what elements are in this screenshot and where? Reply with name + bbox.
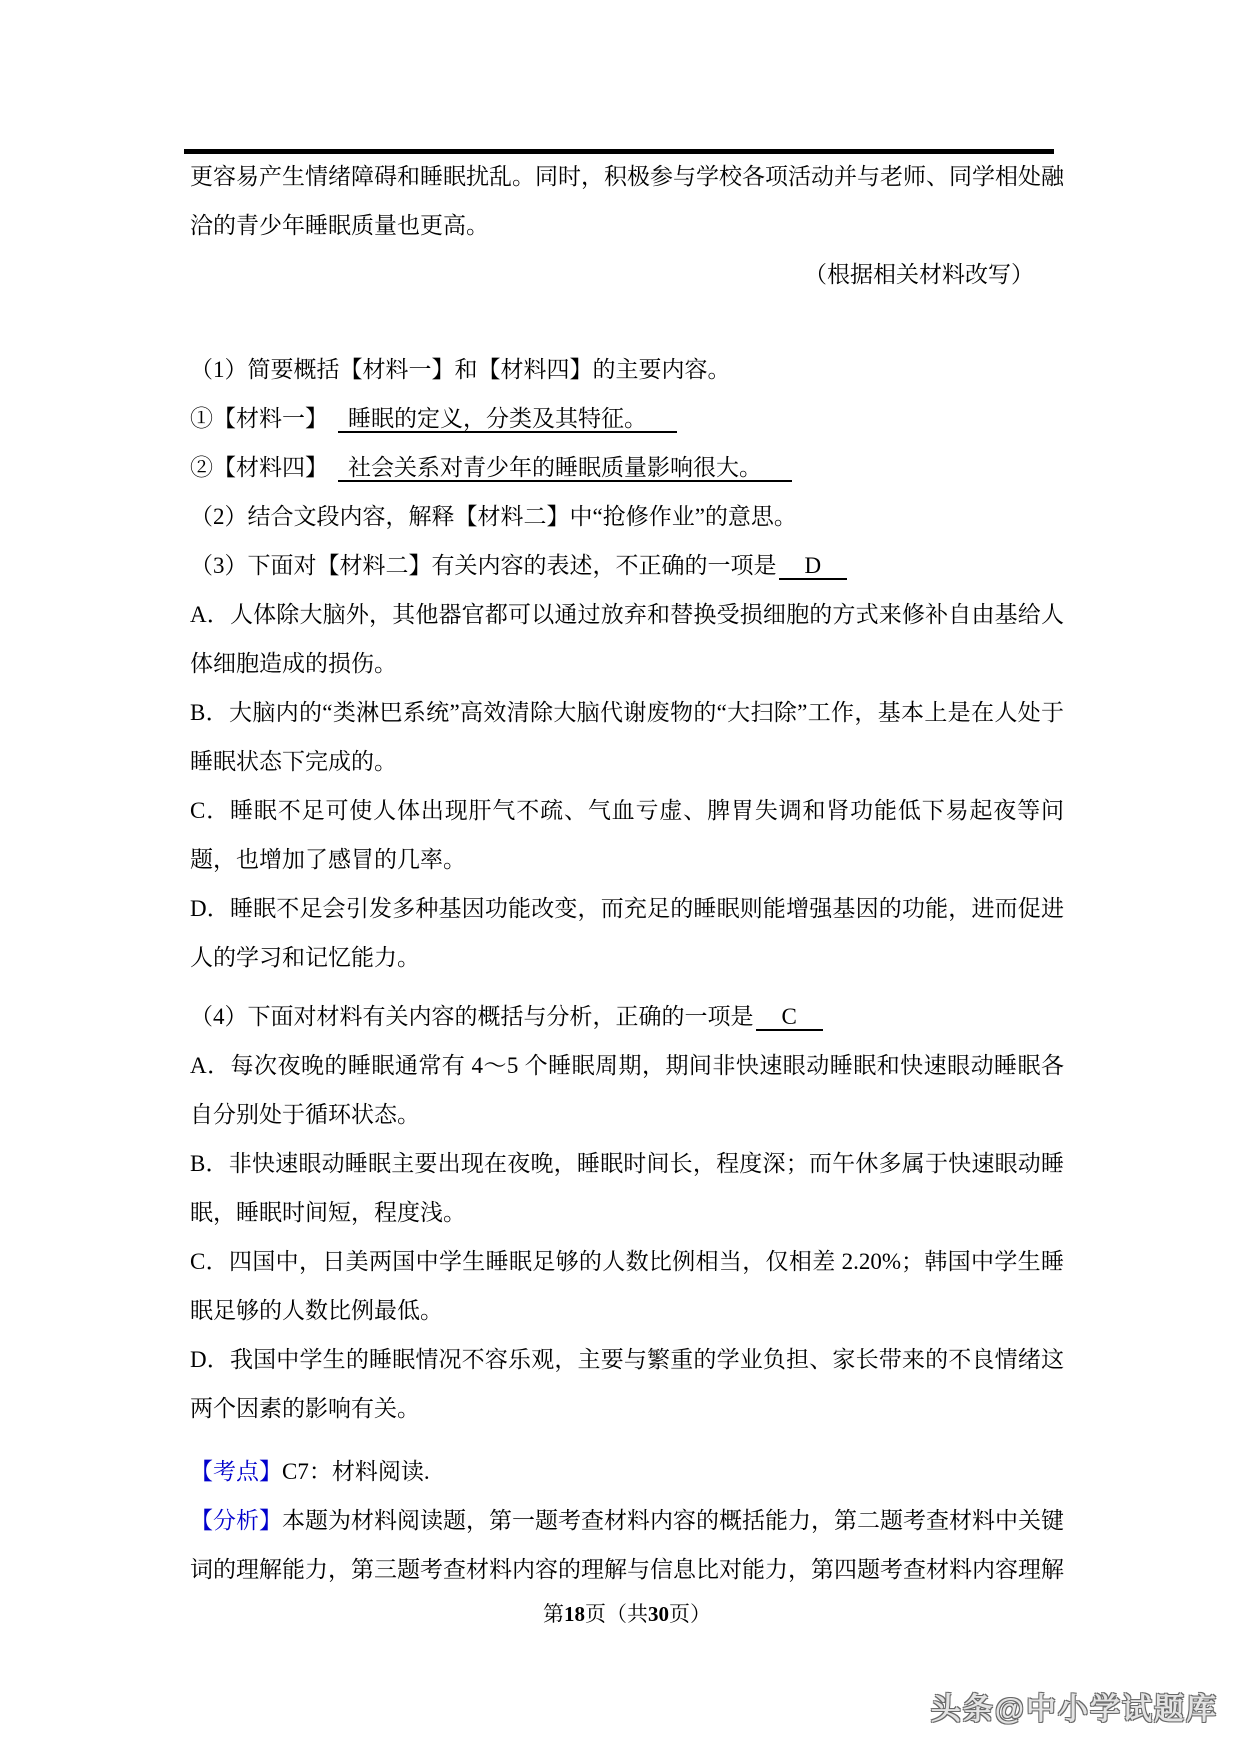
fenxi-text: 本题为材料阅读题，第一题考查材料内容的概括能力，第二题考查材料中关键词的理解能力，第三题考查材料内容的理解与信息比对能力，第四题考查材料内容理解 (190, 1508, 1064, 1582)
page-content (190, 152, 1064, 1594)
question-1-sub-1 (190, 394, 1064, 443)
passage-tail: 更容易产生情绪障碍和睡眠扰乱。同时，积极参与学校各项活动并与老师、同学相处融洽的青少年睡眠质量也更高。 (190, 164, 1064, 238)
question-4-answer: C (756, 1004, 823, 1031)
question-4-option-a: A．每次夜晚的睡眠通常有 4～5 个睡眠周期，期间非快速眼动睡眠和快速眼动睡眠各自分别处于循环状态。 (190, 1053, 1064, 1127)
question-3-answer: D (779, 553, 848, 580)
question-4-option-c: C．四国中，日美两国中学生睡眠足够的人数比例相当，仅相差 2.20%；韩国中学生睡眠足够的人数比例最低。 (190, 1249, 1064, 1323)
footer-prefix: 第 (543, 1602, 564, 1626)
question-3-stem (190, 541, 1064, 590)
page-footer (190, 1600, 1064, 1628)
footer-middle: 页（共 (585, 1602, 648, 1626)
question-1-sub-1-label: ①【材料一】 (190, 406, 328, 431)
fenxi-label: 【分析】 (190, 1508, 282, 1533)
question-3-option-b: B．大脑内的“类淋巴系统”高效清除大脑代谢废物的“大扫除”工作，基本上是在人处于睡眠状态下完成的。 (190, 700, 1064, 774)
question-1-sub-2-answer: 社会关系对青少年的睡眠质量影响很大。 (338, 455, 792, 482)
question-3-stem-text: （3）下面对【材料二】有关内容的表述，不正确的一项是 (190, 553, 777, 578)
footer-suffix: 页） (669, 1602, 711, 1626)
watermark: 头条@中小学试题库 (930, 1693, 1218, 1726)
note-kaodian (190, 1447, 1064, 1496)
question-4-stem-text: （4）下面对材料有关内容的概括与分析，正确的一项是 (190, 1004, 754, 1029)
kaodian-text: C7：材料阅读. (282, 1459, 430, 1484)
question-3-option-d: D．睡眠不足会引发多种基因功能改变，而充足的睡眠则能增强基因的功能，进而促进人的学习和记忆能力。 (190, 896, 1064, 970)
question-3-option-a: A．人体除大脑外，其他器官都可以通过放弃和替换受损细胞的方式来修补自由基给人体细胞造成的损伤。 (190, 602, 1064, 676)
question-4-option-d: D．我国中学生的睡眠情况不容乐观，主要与繁重的学业负担、家长带来的不良情绪这两个因素的影响有关。 (190, 1347, 1064, 1421)
note-fenxi (190, 1496, 1064, 1594)
question-1-sub-1-answer: 睡眠的定义，分类及其特征。 (338, 406, 677, 433)
question-4-option-b: B．非快速眼动睡眠主要出现在夜晚，睡眠时间长，程度深；而午休多属于快速眼动睡眠，睡眠时间短，程度浅。 (190, 1151, 1064, 1225)
question-1-sub-2-label: ②【材料四】 (190, 455, 328, 480)
question-3-option-c: C．睡眠不足可使人体出现肝气不疏、气血亏虚、脾胃失调和肾功能低下易起夜等问题，也增加了感冒的几率。 (190, 798, 1064, 872)
page-number: 18 (564, 1602, 585, 1626)
total-pages: 30 (648, 1602, 669, 1626)
passage-attribution: （根据相关材料改写） (804, 262, 1034, 287)
question-2-stem: （2）结合文段内容，解释【材料二】中“抢修作业”的意思。 (190, 504, 797, 529)
question-1-sub-2 (190, 443, 1064, 492)
kaodian-label: 【考点】 (190, 1459, 282, 1484)
question-1-stem: （1）简要概括【材料一】和【材料四】的主要内容。 (190, 357, 731, 382)
question-4-stem (190, 992, 1064, 1041)
